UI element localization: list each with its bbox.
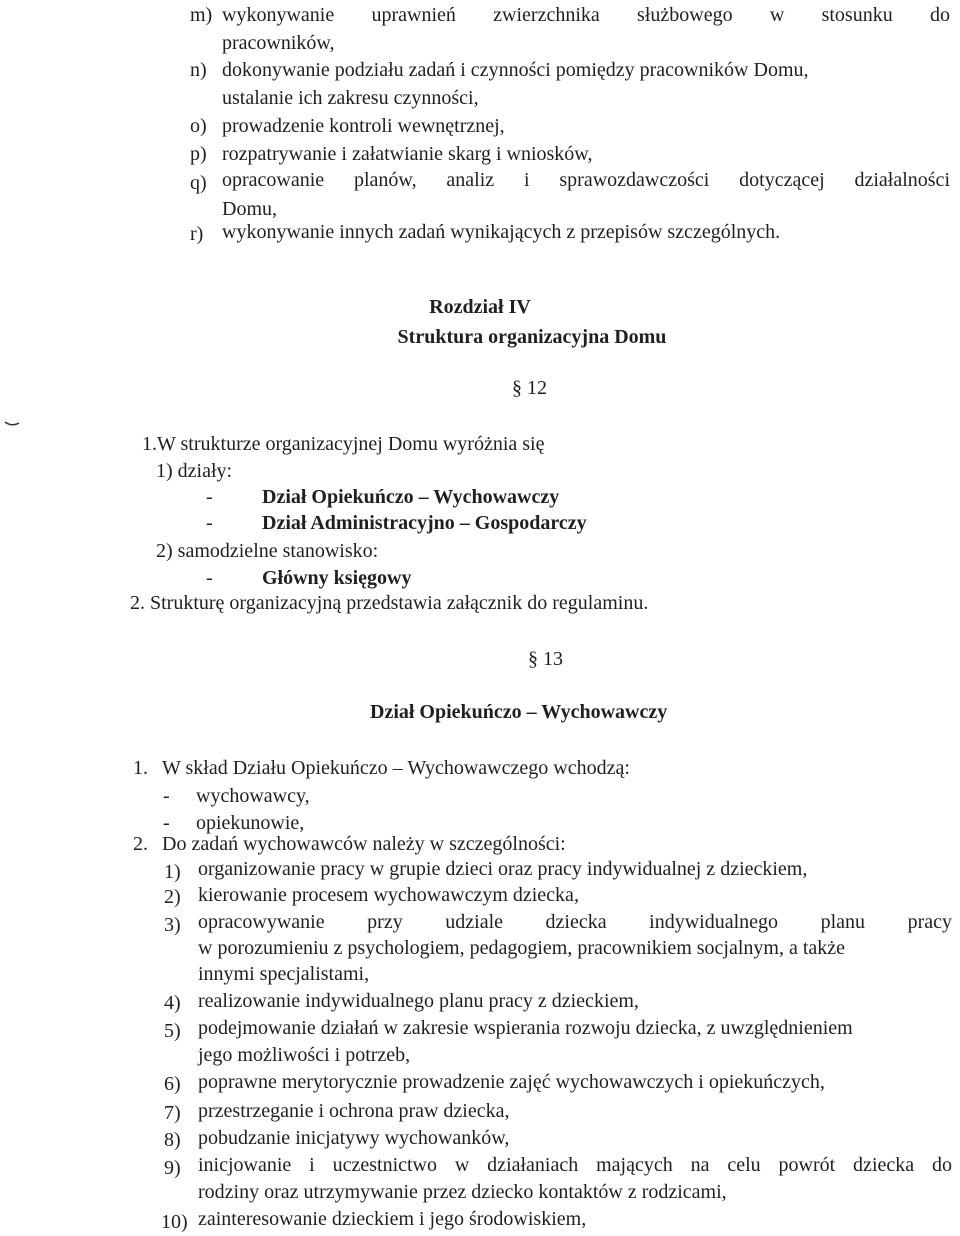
task-text: opracowywanie przy udziale dziecka indywidualnego planu pracy	[198, 911, 952, 933]
task-text: jego możliwości i potrzeb,	[198, 1044, 411, 1066]
task-text: pobudzanie inicjatywy wychowanków,	[198, 1127, 510, 1149]
par12-point-1-1: 1) działy:	[156, 460, 233, 482]
list-number: 1.	[133, 757, 148, 779]
task-text: poprawne merytorycznie prowadzenie zajęć wychowawczych i opiekuńczych,	[198, 1071, 825, 1093]
chapter-subtitle: Struktura organizacyjna Domu	[397, 326, 667, 348]
dash-bullet: -	[163, 785, 170, 807]
list-item-label: q)	[190, 172, 207, 194]
task-text: kierowanie procesem wychowawczym dziecka,	[198, 884, 579, 906]
dash-bullet: -	[206, 512, 213, 534]
paragraph-symbol-13: § 13	[528, 648, 563, 670]
dash-bullet: -	[206, 486, 213, 508]
list-item-text: pracowników,	[222, 32, 335, 54]
list-item-label: o)	[190, 115, 207, 137]
task-number: 7)	[164, 1102, 181, 1124]
par12-point-1-2: 2) samodzielne stanowisko:	[156, 540, 379, 562]
list-item-text: dokonywanie podziału zadań i czynności pomiędzy pracowników Domu,	[222, 59, 809, 81]
task-number: 4)	[164, 992, 181, 1014]
list-item-label: n)	[190, 59, 207, 81]
task-text: podejmowanie działań w zakresie wspierania rozwoju dziecka, z uwzględnieniem	[198, 1017, 853, 1039]
list-item-text: prowadzenie kontroli wewnętrznej,	[222, 115, 505, 137]
task-number: 1)	[164, 861, 181, 883]
paragraph-symbol-12: § 12	[512, 377, 547, 399]
list-item-label: m)	[190, 4, 213, 26]
member-item: wychowawcy,	[196, 785, 310, 807]
task-number: 3)	[164, 914, 181, 936]
list-item-text: wykonywanie uprawnień zwierzchnika służbowego w stosunku do	[222, 4, 950, 26]
list-item-text: opracowanie planów, analiz i sprawozdawczości dotyczącej działalności	[222, 169, 950, 191]
par12-point-2: 2. Strukturę organizacyjną przedstawia załącznik do regulaminu.	[130, 592, 649, 614]
dept-administracyjno: Dział Administracyjno – Gospodarczy	[262, 512, 587, 534]
list-item-text: wykonywanie innych zadań wynikających z przepisów szczególnych.	[222, 221, 781, 243]
dept-opiekunczo: Dział Opiekuńczo – Wychowawczy	[262, 486, 560, 508]
list-item-text: Domu,	[222, 198, 277, 220]
task-text: w porozumieniu z psychologiem, pedagogiem, pracownikiem socjalnym, a także	[198, 937, 846, 959]
post-glowny-ksiegowy: Główny księgowy	[262, 567, 412, 589]
task-text: przestrzeganie i ochrona praw dziecka,	[198, 1100, 510, 1122]
list-number: 2.	[133, 833, 148, 855]
par13-point-2: Do zadań wychowawców należy w szczególności:	[162, 833, 566, 855]
task-number: 5)	[164, 1020, 181, 1042]
list-item-text: rozpatrywanie i załatwianie skarg i wniosków,	[222, 143, 593, 165]
task-number: 10)	[161, 1211, 188, 1233]
task-text: rodziny oraz utrzymywanie przez dziecko kontaktów z rodzicami,	[198, 1181, 727, 1203]
task-number: 6)	[164, 1073, 181, 1095]
dash-bullet: -	[206, 567, 213, 589]
task-text: organizowanie pracy w grupie dzieci oraz pracy indywidualnej z dzieckiem,	[198, 858, 808, 880]
list-item-label: p)	[190, 143, 207, 165]
chapter-title: Rozdział IV	[429, 296, 531, 318]
scan-mark	[4, 421, 20, 427]
task-number: 2)	[164, 886, 181, 908]
list-item-text: ustalanie ich zakresu czynności,	[222, 87, 479, 109]
task-text: inicjowanie i uczestnictwo w działaniach mających na celu powrót dziecka do	[198, 1154, 952, 1176]
task-text: realizowanie indywidualnego planu pracy z dzieckiem,	[198, 990, 639, 1012]
section-heading: Dział Opiekuńczo – Wychowawczy	[370, 701, 668, 723]
list-item-label: r)	[190, 223, 204, 245]
dash-bullet: -	[163, 812, 170, 834]
par12-point-1: 1.W strukturze organizacyjnej Domu wyróżnia się	[142, 433, 545, 455]
task-text: innymi specjalistami,	[198, 963, 370, 985]
task-number: 9)	[164, 1157, 181, 1179]
task-text: zainteresowanie dzieckiem i jego środowiskiem,	[198, 1208, 587, 1230]
member-item: opiekunowie,	[196, 812, 305, 834]
task-number: 8)	[164, 1129, 181, 1151]
par13-point-1: W skład Działu Opiekuńczo – Wychowawczego wchodzą:	[162, 757, 630, 779]
